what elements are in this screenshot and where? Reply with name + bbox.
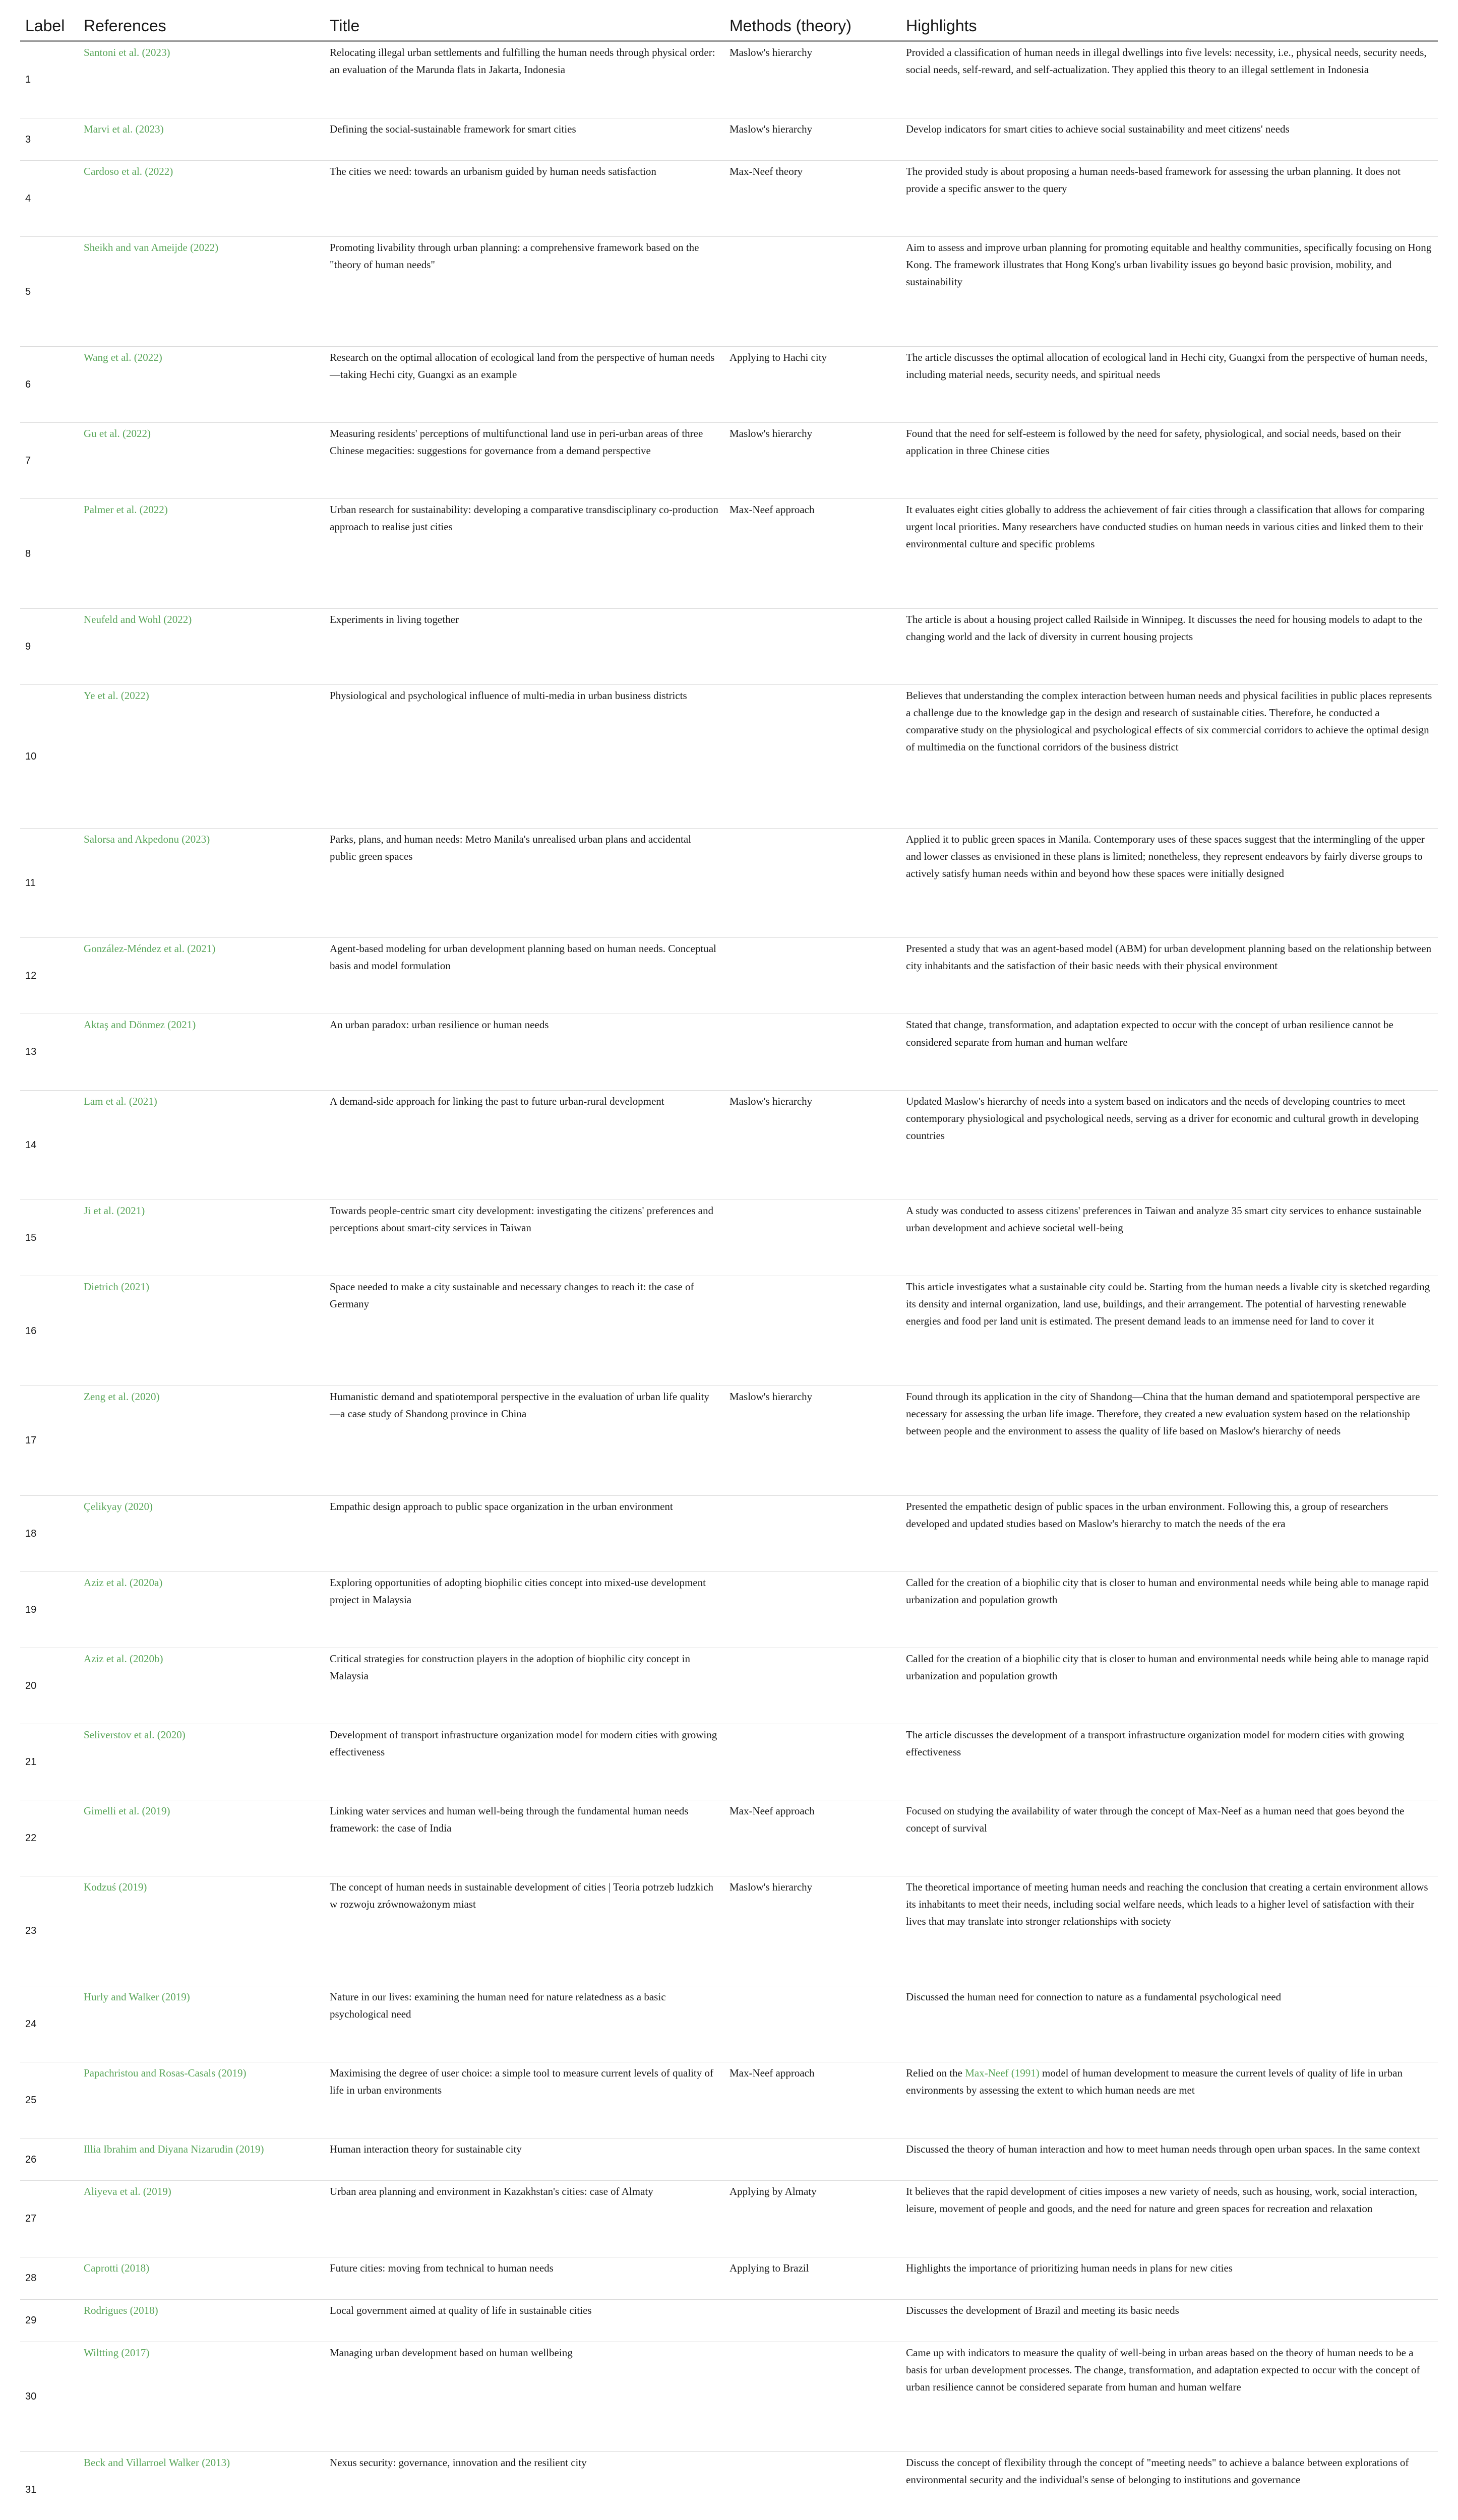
cell-methods: Applying by Almaty (724, 2181, 901, 2257)
table-row (20, 161, 1438, 237)
cell-methods: Maslow's hierarchy (724, 1090, 901, 1200)
cell-highlights: The article is about a housing project called Railside in Winnipeg. It discusses the need for housing models to adapt to the changing world and the lack of diversity in current housing projects (901, 609, 1438, 685)
cell-label: 1 (25, 74, 31, 86)
cell-title: Future cities: moving from technical to human needs (325, 2257, 724, 2299)
cell-label: 21 (20, 1724, 79, 1800)
cell-reference-link[interactable]: Aktaş and Dönmez (2021) (79, 1014, 325, 1090)
cell-highlights (901, 2062, 1438, 2138)
cell-title: Towards people-centric smart city development: investigating the citizens' preferences and perceptions about smart-city services in Taiwan (325, 1200, 724, 1276)
cell-highlights: A study was conducted to assess citizens' preferences in Taiwan and analyze 35 smart city services to enhance sustainable urban development and achieve societal well-being (901, 1200, 1438, 1276)
table-row (20, 685, 1438, 828)
cell-methods (724, 1014, 901, 1090)
cell-reference-link[interactable]: Palmer et al. (2022) (79, 499, 325, 609)
cell-highlights: Called for the creation of a biophilic city that is closer to human and environmental needs while being able to manage rapid urbanization and population growth (901, 1648, 1438, 1724)
cell-highlights: This article investigates what a sustainable city could be. Starting from the human needs a livable city is sketched regarding its density and internal organization, land use, buildings, and their arrangement. The potential of harvesting renewable energies and food per land unit is estimated. The present demand leads to an immense need for land to cover it (901, 1276, 1438, 1386)
cell-methods (724, 2138, 901, 2181)
table-row (20, 1648, 1438, 1724)
table-row (20, 1986, 1438, 2062)
header-label: Label (20, 11, 79, 41)
cell-label: 22 (20, 1800, 79, 1876)
table-row (20, 499, 1438, 609)
table-row (20, 828, 1438, 938)
cell-title: Relocating illegal urban settlements and fulfilling the human needs through physical order: an evaluation of the Marunda flats in Jakarta, Indonesia (330, 46, 715, 76)
cell-highlights: It evaluates eight cities globally to address the achievement of fair cities through a classification that allows for comparing urgent local priorities. Many researchers have conducted studies on human needs in various cities and linked them to their environmental culture and specific problems (901, 499, 1438, 609)
cell-methods (724, 2299, 901, 2342)
cell-reference-link[interactable]: Papachristou and Rosas-Casals (2019) (79, 2062, 325, 2138)
table-row (20, 1090, 1438, 1200)
cell-label: 13 (20, 1014, 79, 1090)
cell-reference-link[interactable]: Marvi et al. (2023) (79, 118, 325, 161)
cell-label: 12 (20, 938, 79, 1014)
cell-title: Parks, plans, and human needs: Metro Manila's unrealised urban plans and accidental public green spaces (325, 828, 724, 938)
highlights-text-end: model of human development to measure the current levels of quality of life in urban environments by assessing the extent to which human needs are met (906, 2067, 1403, 2097)
table-row (20, 2138, 1438, 2181)
cell-title: Promoting livability through urban planning: a comprehensive framework based on the "theory of human needs" (325, 237, 724, 347)
highlights-text-start: Relied on the (906, 2067, 965, 2080)
cell-methods: Applying to Hachi city (724, 347, 901, 423)
cell-title: Local government aimed at quality of life in sustainable cities (325, 2299, 724, 2342)
cell-reference-link[interactable]: Illia Ibrahim and Diyana Nizarudin (2019) (79, 2138, 325, 2181)
cell-methods (724, 1200, 901, 1276)
table-row (20, 1876, 1438, 1986)
cell-highlights: The article discusses the optimal allocation of ecological land in Hechi city, Guangxi from the perspective of human needs, including material needs, security needs, and spiritual needs (901, 347, 1438, 423)
cell-title: The cities we need: towards an urbanism guided by human needs satisfaction (325, 161, 724, 237)
table-row (20, 237, 1438, 347)
cell-title: Urban area planning and environment in Kazakhstan's cities: case of Almaty (325, 2181, 724, 2257)
cell-title: A demand-side approach for linking the past to future urban-rural development (325, 1090, 724, 1200)
cell-highlights: The provided study is about proposing a human needs-based framework for assessing the urban planning. It does not provide a specific answer to the query (901, 161, 1438, 237)
table-row (20, 938, 1438, 1014)
cell-reference-link[interactable]: Ye et al. (2022) (79, 685, 325, 828)
cell-methods (724, 1495, 901, 1571)
cell-reference-link[interactable]: Cardoso et al. (2022) (79, 161, 325, 237)
cell-title: Nature in our lives: examining the human need for nature relatedness as a basic psychological need (325, 1986, 724, 2062)
cell-highlights: Found through its application in the city of Shandong—China that the human demand and spatiotemporal perspective are necessary for assessing the urban life image. Therefore, they created a new evaluation system based on the relationship between people and the environment to assess the quality of life based on Maslow's hierarchy of needs (901, 1386, 1438, 1496)
cell-highlights: The theoretical importance of meeting human needs and reaching the conclusion that creating a certain environment allows its inhabitants to meet their needs, including social welfare needs, which leads to a higher level of satisfaction with their lives that may translate into stronger relationships with society (901, 1876, 1438, 1986)
table-row (20, 1276, 1438, 1386)
cell-highlights: Presented a study that was an agent-based model (ABM) for urban development planning based on the relationship between city inhabitants and the satisfaction of their basic needs with their physical environment (901, 938, 1438, 1014)
cell-title: Physiological and psychological influence of multi-media in urban business districts (325, 685, 724, 828)
cell-highlights: Discussed the theory of human interaction and how to meet human needs through open urban spaces. In the same context (901, 2138, 1438, 2181)
cell-label: 29 (20, 2299, 79, 2342)
table-row (20, 347, 1438, 423)
cell-label: 18 (20, 1495, 79, 1571)
cell-reference-link[interactable]: Aliyeva et al. (2019) (79, 2181, 325, 2257)
cell-title: Research on the optimal allocation of ecological land from the perspective of human needs—taking Hechi city, Guangxi as an example (325, 347, 724, 423)
cell-label: 9 (20, 609, 79, 685)
cell-label: 24 (20, 1986, 79, 2062)
cell-highlights: Found that the need for self-esteem is followed by the need for safety, physiological, and social needs, based on their application in three Chinese cities (901, 423, 1438, 499)
cell-label: 16 (20, 1276, 79, 1386)
cell-reference-link[interactable]: Wiltting (2017) (79, 2342, 325, 2452)
table-row (20, 1571, 1438, 1648)
cell-label: 28 (20, 2257, 79, 2299)
table-row (20, 423, 1438, 499)
table-row (20, 1724, 1438, 1800)
cell-highlights: Highlights the importance of prioritizing human needs in plans for new cities (901, 2257, 1438, 2299)
highlights-reference-link[interactable]: Max-Neef (1991) (965, 2067, 1040, 2080)
cell-methods: Maslow's hierarchy (724, 1386, 901, 1496)
cell-highlights: Stated that change, transformation, and adaptation expected to occur with the concept of urban resilience cannot be considered separate from human and human welfare (901, 1014, 1438, 1090)
cell-label: 27 (20, 2181, 79, 2257)
cell-reference-link[interactable]: Dietrich (2021) (79, 1276, 325, 1386)
cell-methods: Max-Neef approach (724, 2062, 901, 2138)
cell-highlights: Called for the creation of a biophilic city that is closer to human and environmental needs while being able to manage rapid urbanization and population growth (901, 1571, 1438, 1648)
cell-reference-link[interactable]: Lam et al. (2021) (79, 1090, 325, 1200)
cell-title: Critical strategies for construction players in the adoption of biophilic city concept in Malaysia (325, 1648, 724, 1724)
header-highlights: Highlights (901, 11, 1438, 41)
cell-title: Human interaction theory for sustainable city (325, 2138, 724, 2181)
table-row (20, 1200, 1438, 1276)
cell-title: Experiments in living together (325, 609, 724, 685)
cell-methods: Max-Neef theory (724, 161, 901, 237)
table-row (20, 41, 1438, 118)
cell-label: 30 (20, 2342, 79, 2452)
table-row (20, 609, 1438, 685)
cell-highlights: Focused on studying the availability of water through the concept of Max-Neef as a human need that goes beyond the concept of survival (901, 1800, 1438, 1876)
cell-highlights: Applied it to public green spaces in Manila. Contemporary uses of these spaces suggest that the intermingling of the upper and lower classes as envisioned in these plans is limited; nonetheless, they represent endeavors by fairly diverse groups to actively satisfy human needs within and beyond how these spaces were initially designed (901, 828, 1438, 938)
cell-title: Maximising the degree of user choice: a simple tool to measure current levels of quality of life in urban environments (325, 2062, 724, 2138)
cell-label: 10 (20, 685, 79, 828)
table-row (20, 2181, 1438, 2257)
cell-reference-link[interactable]: Rodrigues (2018) (79, 2299, 325, 2342)
cell-reference-link[interactable]: Neufeld and Wohl (2022) (79, 609, 325, 685)
cell-methods: Maslow's hierarchy (724, 118, 901, 161)
table-row (20, 1014, 1438, 1090)
cell-methods: Applying to Brazil (724, 2257, 901, 2299)
cell-reference-link[interactable]: Çelikyay (2020) (79, 1495, 325, 1571)
cell-label: 15 (20, 1200, 79, 1276)
cell-highlights: Believes that understanding the complex interaction between human needs and physical facilities in public places represents a challenge due to the knowledge gap in the design and research of sustainable cities. Therefore, he conducted a comparative study on the physiological and psychological effects of six commercial corridors to achieve the optimal design of multimedia on the functional corridors of the business district (901, 685, 1438, 828)
cell-methods (724, 2452, 901, 2520)
cell-label: 19 (20, 1571, 79, 1648)
cell-highlights: Discussed the human need for connection to nature as a fundamental psychological need (901, 1986, 1438, 2062)
cell-highlights: Aim to assess and improve urban planning for promoting equitable and healthy communities, specifically focusing on Hong Kong. The framework illustrates that Hong Kong's urban livability issues go beyond basic provision, mobility, and sustainability (901, 237, 1438, 347)
cell-methods (724, 938, 901, 1014)
cell-reference-link[interactable]: Beck and Villarroel Walker (2013) (79, 2452, 325, 2520)
cell-methods (724, 1571, 901, 1648)
cell-label: 6 (20, 347, 79, 423)
cell-methods (724, 1724, 901, 1800)
cell-highlights: Presented the empathetic design of public spaces in the urban environment. Following this, a group of researchers developed and updated studies based on Maslow's hierarchy to match the needs of the era (901, 1495, 1438, 1571)
cell-title: Managing urban development based on human wellbeing (325, 2342, 724, 2452)
table-row (20, 2299, 1438, 2342)
cell-reference-link[interactable]: Kodzuś (2019) (79, 1876, 325, 1986)
cell-reference-link[interactable]: Seliverstov et al. (2020) (79, 1724, 325, 1800)
cell-label: 20 (20, 1648, 79, 1724)
cell-methods (724, 1986, 901, 2062)
cell-title: Urban research for sustainability: developing a comparative transdisciplinary co-production approach to realise just cities (325, 499, 724, 609)
cell-reference-link[interactable]: Aziz et al. (2020b) (79, 1648, 325, 1724)
table-row (20, 118, 1438, 161)
table-row (20, 2257, 1438, 2299)
cell-methods: Max-Neef approach (724, 499, 901, 609)
table-row (20, 1495, 1438, 1571)
cell-label: 31 (20, 2452, 79, 2520)
cell-methods (724, 1648, 901, 1724)
cell-label: 4 (20, 161, 79, 237)
cell-methods: Maslow's hierarchy (730, 46, 813, 58)
cell-label: 7 (20, 423, 79, 499)
table-row (20, 1800, 1438, 1876)
header-title: Title (325, 11, 724, 41)
cell-title: Development of transport infrastructure organization model for modern cities with growing effectiveness (325, 1724, 724, 1800)
cell-methods (724, 685, 901, 828)
cell-methods (724, 1276, 901, 1386)
cell-label: 3 (20, 118, 79, 161)
cell-reference-link[interactable]: Hurly and Walker (2019) (79, 1986, 325, 2062)
cell-reference-link[interactable]: González-Méndez et al. (2021) (79, 938, 325, 1014)
literature-review-table (20, 11, 1438, 2520)
cell-reference-link[interactable]: Aziz et al. (2020a) (79, 1571, 325, 1648)
cell-reference-link[interactable]: Gu et al. (2022) (79, 423, 325, 499)
cell-label: 26 (20, 2138, 79, 2181)
cell-highlights: It believes that the rapid development of cities imposes a new variety of needs, such as housing, work, social interaction, leisure, movement of people and goods, and the need for nature and green spaces for recreation and relaxation (901, 2181, 1438, 2257)
cell-highlights: The article discusses the development of a transport infrastructure organization model for modern cities with growing effectiveness (901, 1724, 1438, 1800)
cell-methods (724, 2342, 901, 2452)
cell-highlights: Provided a classification of human needs in illegal dwellings into five levels: necessity, i.e., physical needs, security needs, social needs, self-reward, and self-actualization. They applied this theory to an illegal settlement in Indonesia (906, 46, 1427, 76)
cell-label: 14 (20, 1090, 79, 1200)
cell-methods: Maslow's hierarchy (724, 1876, 901, 1986)
cell-title: Measuring residents' perceptions of multifunctional land use in peri-urban areas of three Chinese megacities: suggestions for governance from a demand perspective (325, 423, 724, 499)
cell-title: An urban paradox: urban resilience or human needs (325, 1014, 724, 1090)
cell-title: Linking water services and human well-being through the fundamental human needs framework: the case of India (325, 1800, 724, 1876)
cell-label: 11 (20, 828, 79, 938)
cell-reference-link[interactable]: Salorsa and Akpedonu (2023) (79, 828, 325, 938)
table-row (20, 2062, 1438, 2138)
cell-label: 8 (20, 499, 79, 609)
cell-title: Agent-based modeling for urban development planning based on human needs. Conceptual basis and model formulation (325, 938, 724, 1014)
cell-methods (724, 609, 901, 685)
cell-reference-link[interactable]: Santoni et al. (2023) (84, 46, 170, 58)
cell-title: Exploring opportunities of adopting biophilic cities concept into mixed-use development project in Malaysia (325, 1571, 724, 1648)
cell-title: Space needed to make a city sustainable and necessary changes to reach it: the case of Germany (325, 1276, 724, 1386)
cell-highlights: Discusses the development of Brazil and meeting its basic needs (901, 2299, 1438, 2342)
cell-label: 5 (20, 237, 79, 347)
cell-title: Empathic design approach to public space organization in the urban environment (325, 1495, 724, 1571)
literature-review-table-container (20, 11, 1438, 2520)
cell-title: Nexus security: governance, innovation and the resilient city (325, 2452, 724, 2520)
cell-label: 23 (20, 1876, 79, 1986)
table-header-row (20, 11, 1438, 41)
cell-label: 25 (20, 2062, 79, 2138)
table-row (20, 1386, 1438, 1496)
cell-methods (724, 237, 901, 347)
cell-highlights: Develop indicators for smart cities to achieve social sustainability and meet citizens' needs (901, 118, 1438, 161)
cell-methods: Max-Neef approach (724, 1800, 901, 1876)
cell-label: 17 (20, 1386, 79, 1496)
table-row (20, 2452, 1438, 2520)
cell-highlights: Came up with indicators to measure the quality of well-being in urban areas based on the theory of human needs to be a basis for urban development processes. The change, transformation, and adaptation expected to occur with the concept of urban resilience cannot be considered separate from human and human welfare (901, 2342, 1438, 2452)
cell-methods: Maslow's hierarchy (724, 423, 901, 499)
cell-highlights: Discuss the concept of flexibility through the concept of "meeting needs" to achieve a balance between explorations of environmental security and the individual's sense of belonging to institutions and governance (901, 2452, 1438, 2520)
cell-title: The concept of human needs in sustainable development of cities | Teoria potrzeb ludzkich w rozwoju zrównoważonym miast (325, 1876, 724, 1986)
cell-reference-link[interactable]: Caprotti (2018) (79, 2257, 325, 2299)
cell-reference-link[interactable]: Zeng et al. (2020) (79, 1386, 325, 1496)
cell-methods (724, 828, 901, 938)
cell-reference-link[interactable]: Ji et al. (2021) (79, 1200, 325, 1276)
cell-title: Humanistic demand and spatiotemporal perspective in the evaluation of urban life quality—a case study of Shandong province in China (325, 1386, 724, 1496)
header-references: References (79, 11, 325, 41)
cell-reference-link[interactable]: Wang et al. (2022) (79, 347, 325, 423)
cell-title: Defining the social-sustainable framework for smart cities (325, 118, 724, 161)
cell-reference-link[interactable]: Sheikh and van Ameijde (2022) (79, 237, 325, 347)
cell-highlights: Updated Maslow's hierarchy of needs into a system based on indicators and the needs of developing countries to meet contemporary physiological and psychological needs, serving as a driver for economic and cultural growth in developing countries (901, 1090, 1438, 1200)
table-row (20, 2342, 1438, 2452)
header-methods: Methods (theory) (724, 11, 901, 41)
cell-reference-link[interactable]: Gimelli et al. (2019) (79, 1800, 325, 1876)
